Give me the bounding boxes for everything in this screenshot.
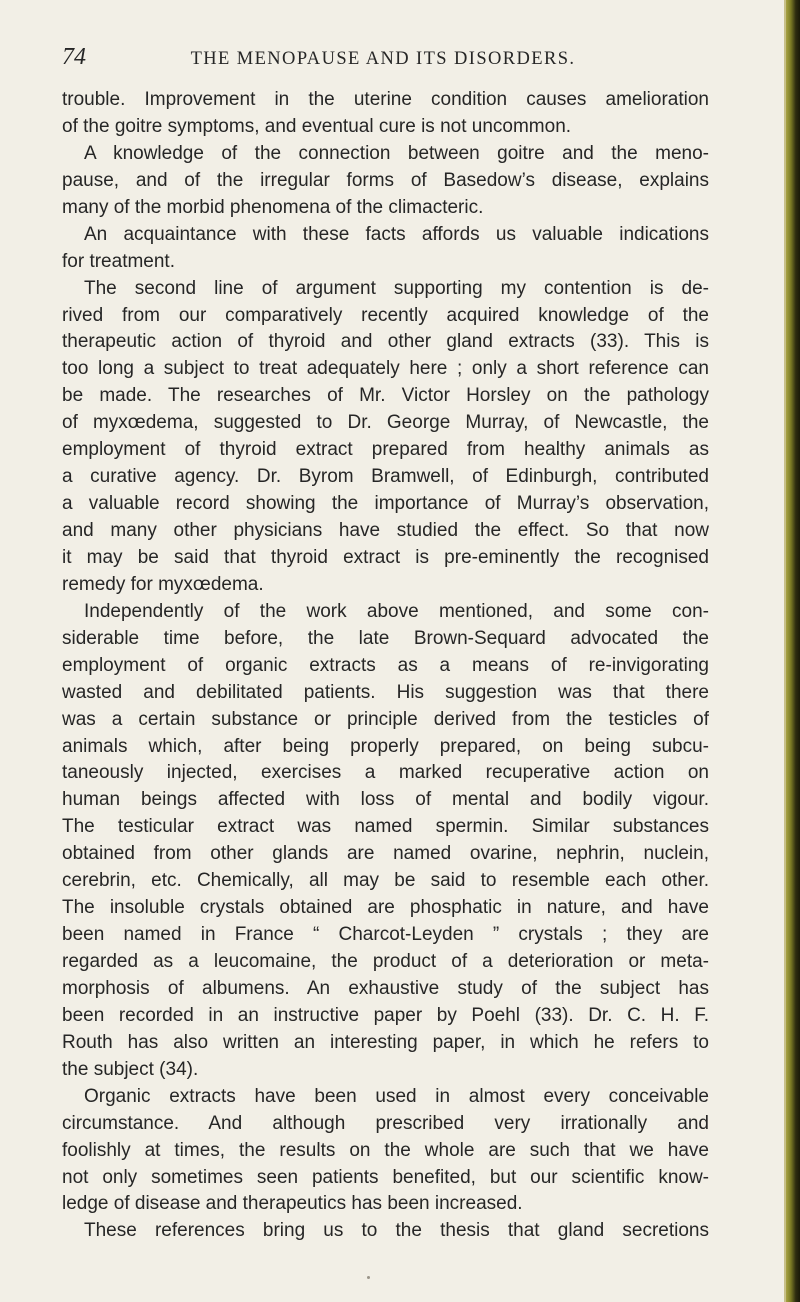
text-line: animals which, after being properly prepared, on being subcu- — [62, 735, 709, 757]
text-line: The insoluble crystals obtained are phosphatic in nature, and have — [62, 897, 709, 919]
text-line: trouble. Improvement in the uterine condition causes amelioration — [62, 89, 709, 110]
text-line: siderable time before, the late Brown-Sequard advocated the — [62, 627, 709, 649]
text-line: human beings affected with loss of mental and bodily vigour. — [62, 789, 709, 811]
text-line: An acquaintance with these facts affords us valuable indications — [84, 223, 709, 245]
page-number: 74 — [62, 44, 86, 70]
text-line: it may be said that thyroid extract is pre-eminently the recognised — [62, 546, 709, 568]
text-line: cerebrin, etc. Chemically, all may be said to resemble each other. — [62, 870, 709, 892]
text-line: of myxœdema, suggested to Dr. George Murray, of Newcastle, the — [62, 412, 709, 434]
text-line: many of the morbid phenomena of the climacteric. — [62, 196, 484, 218]
text-line: wasted and debilitated patients. His suggestion was that there — [62, 681, 709, 703]
text-line: therapeutic action of thyroid and other gland extracts (33). This is — [62, 331, 709, 353]
text-line: was a certain substance or principle derived from the testicles of — [62, 708, 709, 730]
text-line: morphosis of albumens. An exhaustive study of the subject has — [62, 977, 709, 999]
text-line: a valuable record showing the importance of Murray’s observation, — [62, 493, 709, 515]
text-line: for treatment. — [62, 250, 175, 272]
text-line: employment of thyroid extract prepared from healthy animals as — [62, 439, 709, 461]
text-line: Organic extracts have been used in almost every conceivable — [84, 1085, 709, 1107]
text-line: obtained from other glands are named ovarine, nephrin, nuclein, — [62, 843, 709, 865]
text-line: remedy for myxœdema. — [62, 573, 264, 595]
text-line: been recorded in an instructive paper by Poehl (33). Dr. C. H. F. — [62, 1004, 709, 1026]
text-line: the subject (34). — [62, 1058, 199, 1080]
text-line: too long a subject to treat adequately here ; only a short reference can — [62, 358, 709, 380]
text-line: Routh has also written an interesting paper, in which he refers to — [62, 1031, 709, 1053]
text-line: been named in France “ Charcot-Leyden ” crystals ; they are — [62, 924, 709, 946]
text-line: be made. The researches of Mr. Victor Horsley on the pathology — [62, 385, 709, 407]
text-line: foolishly at times, the results on the whole are such that we have — [62, 1139, 709, 1161]
text-line: ledge of disease and therapeutics has been increased. — [62, 1193, 523, 1215]
text-line: A knowledge of the connection between goitre and the meno- — [84, 142, 709, 164]
text-line: and many other physicians have studied the effect. So that now — [62, 520, 709, 541]
text-line: pause, and of the irregular forms of Basedow’s disease, explains — [62, 169, 709, 191]
text-line: circumstance. And although prescribed very irrationally and — [62, 1112, 709, 1134]
running-title: THE MENOPAUSE AND ITS DISORDERS. — [190, 49, 576, 69]
body-text — [62, 87, 709, 1245]
text-line: a curative agency. Dr. Byrom Bramwell, of Edinburgh, contributed — [62, 466, 709, 488]
text-line: taneously injected, exercises a marked recuperative action on — [62, 762, 709, 784]
text-line: rived from our comparatively recently acquired knowledge of the — [62, 304, 709, 326]
text-line: employment of organic extracts as a means of re-invigorating — [62, 654, 709, 676]
text-line: of the goitre symptoms, and eventual cure is not uncommon. — [62, 115, 572, 137]
running-head — [62, 44, 704, 74]
book-spine-edge — [786, 0, 800, 1302]
text-line: These references bring us to the thesis that gland secretions — [84, 1220, 709, 1242]
text-line: not only sometimes seen patients benefited, but our scientific know- — [62, 1166, 709, 1188]
text-line: The second line of argument supporting my contention is de- — [84, 277, 709, 299]
page-speck — [367, 1276, 370, 1279]
text-line: Independently of the work above mentioned, and some con- — [84, 600, 709, 622]
text-line: regarded as a leucomaine, the product of a deterioration or meta- — [62, 951, 709, 972]
text-line: The testicular extract was named spermin. Similar substances — [62, 816, 709, 838]
